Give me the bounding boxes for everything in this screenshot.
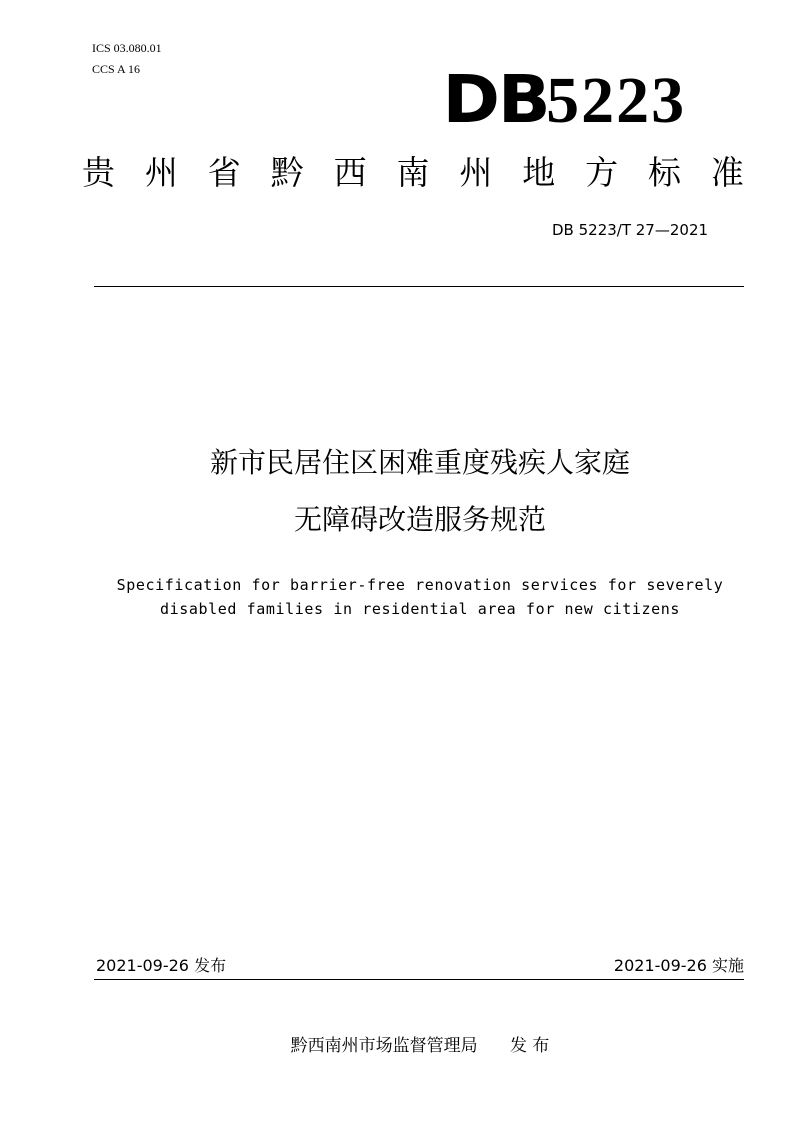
ics-code: ICS 03.080.01 [92, 41, 162, 55]
publisher-org: 黔西南州市场监督管理局 [290, 1036, 478, 1056]
standard-title-char: 州 [144, 156, 178, 192]
db-logo-number: 5223 [546, 64, 687, 137]
release-date: 2021-09-26 发布 [96, 956, 227, 975]
standard-title-char: 省 [207, 156, 241, 192]
classification-codes [92, 38, 162, 80]
document-title-line-2: 无障碍改造服务规范 [293, 503, 546, 536]
standard-title-char: 标 [648, 156, 682, 192]
standard-title-char: 方 [585, 156, 619, 192]
header-divider [94, 286, 744, 287]
standard-title-char: 地 [522, 156, 556, 192]
ccs-code: CCS A 16 [92, 62, 141, 76]
standard-title-char: 南 [396, 156, 430, 192]
standard-title-char: 准 [710, 156, 744, 192]
publisher [200, 1034, 640, 1058]
db-logo-letters: DB [442, 61, 549, 138]
standard-category-title [82, 152, 744, 196]
standard-title-char: 黔 [270, 156, 304, 192]
english-title-line-2: disabled families in residential area for new citizens [159, 600, 681, 618]
implementation-date: 2021-09-26 实施 [613, 956, 744, 975]
document-title-line-1: 新市民居住区困难重度残疾人家庭 [209, 446, 630, 479]
footer-divider [94, 979, 744, 980]
standard-title-char: 西 [333, 156, 367, 192]
standard-title-char: 贵 [82, 156, 115, 192]
standard-code: DB 5223/T 27—2021 [552, 221, 709, 239]
standard-title-char: 州 [459, 156, 493, 192]
publisher-action: 发 布 [510, 1036, 550, 1056]
db-logo [442, 61, 705, 138]
english-title-line-1: Specification for barrier-free renovation services for severely [116, 576, 724, 594]
